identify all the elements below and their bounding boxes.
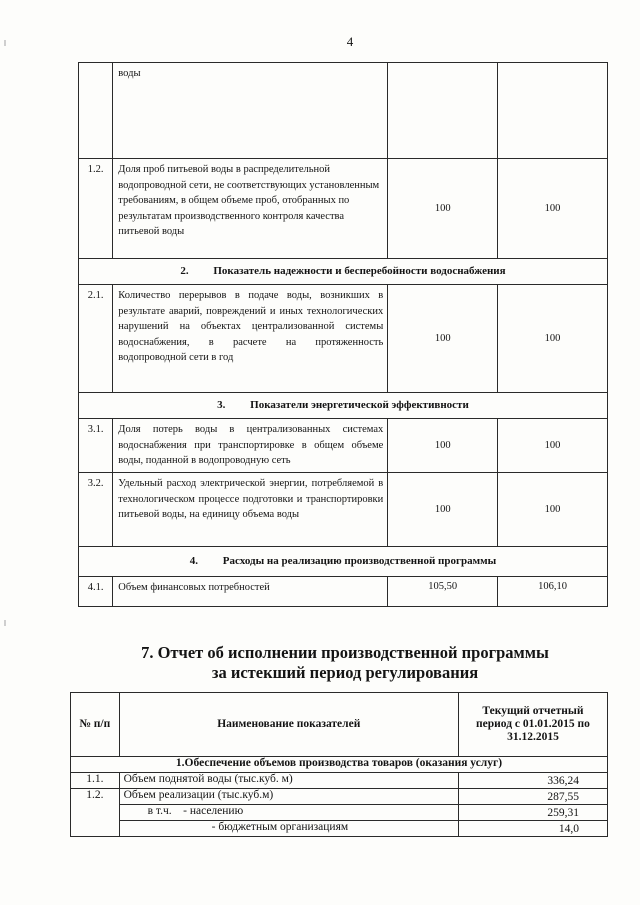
- table-row: [71, 789, 608, 805]
- value-cell: 100: [388, 285, 498, 393]
- scan-margin-mark: [4, 620, 6, 626]
- section-heading: [79, 393, 608, 419]
- value-cell: 100: [388, 159, 498, 259]
- table-row: [79, 473, 608, 547]
- indicator-name: в т.ч. - населению: [119, 805, 458, 821]
- value-cell: 259,31: [458, 805, 607, 821]
- indicator-name: Количество перерывов в подаче воды, возникших в результате аварий, повреждений и иных технологических нарушений на объектах централизованной системы водоснабжения, в расчете на протяженность водопроводной сети в год: [113, 285, 388, 393]
- indicator-name: воды: [113, 63, 388, 159]
- section-title: Показатель надежности и бесперебойности водоснабжения: [213, 264, 506, 277]
- indicator-name: Объем поднятой воды (тыс.куб. м): [119, 773, 458, 789]
- row-number: 1.1.: [71, 773, 120, 789]
- row-number: [79, 63, 113, 159]
- value-cell: [498, 63, 608, 159]
- header-name: Наименование показателей: [119, 693, 458, 757]
- table-row: [79, 419, 608, 473]
- section-heading: 1.Обеспечение объемов производства товаров (оказания услуг): [71, 757, 608, 773]
- indicator-name: Объем реализации (тыс.куб.м): [119, 789, 458, 805]
- section-title: Расходы на реализацию производственной программы: [222, 554, 497, 567]
- row-number: 1.2.: [79, 159, 113, 259]
- section-7-title-line2: за истекший период регулирования: [211, 663, 479, 682]
- value-cell: 336,24: [458, 773, 607, 789]
- value-cell: 100: [388, 419, 498, 473]
- table-row: [79, 159, 608, 259]
- indicator-name: Доля проб питьевой воды в распределительной водопроводной сети, не соответствующих установленным требованиям, в общем объеме проб, отобранных по результатам производственного контроля качества питьевой воды: [113, 159, 388, 259]
- value-cell: 100: [498, 159, 608, 259]
- value-cell: [388, 63, 498, 159]
- indicator-name: - бюджетным организациям: [119, 821, 458, 837]
- value-cell: 100: [498, 419, 608, 473]
- indicator-name: Объем финансовых потребностей: [113, 577, 388, 607]
- section-row: [79, 393, 608, 419]
- indicators-table: [78, 62, 608, 607]
- table-row: [79, 63, 608, 159]
- header-period: Текущий отчетный период с 01.01.2015 по 31.12.2015: [458, 693, 607, 757]
- row-number: 2.1.: [79, 285, 113, 393]
- table-row: [71, 821, 608, 837]
- indicator-name: Доля потерь воды в централизованных системах водоснабжения при транспортировке в общем объеме воды, поданной в водопроводную сеть: [113, 419, 388, 473]
- value-cell: 100: [498, 473, 608, 547]
- row-number: 1.2.: [71, 789, 120, 837]
- section-number: 3.: [217, 398, 226, 411]
- row-number: 3.1.: [79, 419, 113, 473]
- value-cell: 106,10: [498, 577, 608, 607]
- section-number: 2.: [180, 264, 189, 277]
- section-row: [71, 757, 608, 773]
- value-cell: 100: [498, 285, 608, 393]
- value-cell: 105,50: [388, 577, 498, 607]
- page-number: 4: [346, 34, 354, 49]
- section-row: [79, 259, 608, 285]
- header-row: [71, 693, 608, 757]
- report-table: [70, 692, 608, 837]
- table-row: [71, 805, 608, 821]
- indicator-name: Удельный расход электрической энергии, потребляемой в технологическом процессе подготовки и транспортировки питьевой воды, на единицу объема воды: [113, 473, 388, 547]
- table-row: [71, 773, 608, 789]
- section-7-title-line1: 7. Отчет об исполнении производственной программы: [141, 643, 549, 662]
- value-cell: 100: [388, 473, 498, 547]
- section-title: Показатели энергетической эффективности: [250, 398, 469, 411]
- section-heading: [79, 259, 608, 285]
- row-number: 4.1.: [79, 577, 113, 607]
- section-7-title: [0, 643, 640, 683]
- value-cell: 14,0: [458, 821, 607, 837]
- table-row: [79, 577, 608, 607]
- value-cell: 287,55: [458, 789, 607, 805]
- section-number: 4.: [189, 554, 199, 567]
- row-number: 3.2.: [79, 473, 113, 547]
- table-row: [79, 285, 608, 393]
- section-row: [79, 547, 608, 577]
- section-heading: [79, 547, 608, 577]
- header-num: № п/п: [71, 693, 120, 757]
- scan-margin-mark: [4, 40, 6, 46]
